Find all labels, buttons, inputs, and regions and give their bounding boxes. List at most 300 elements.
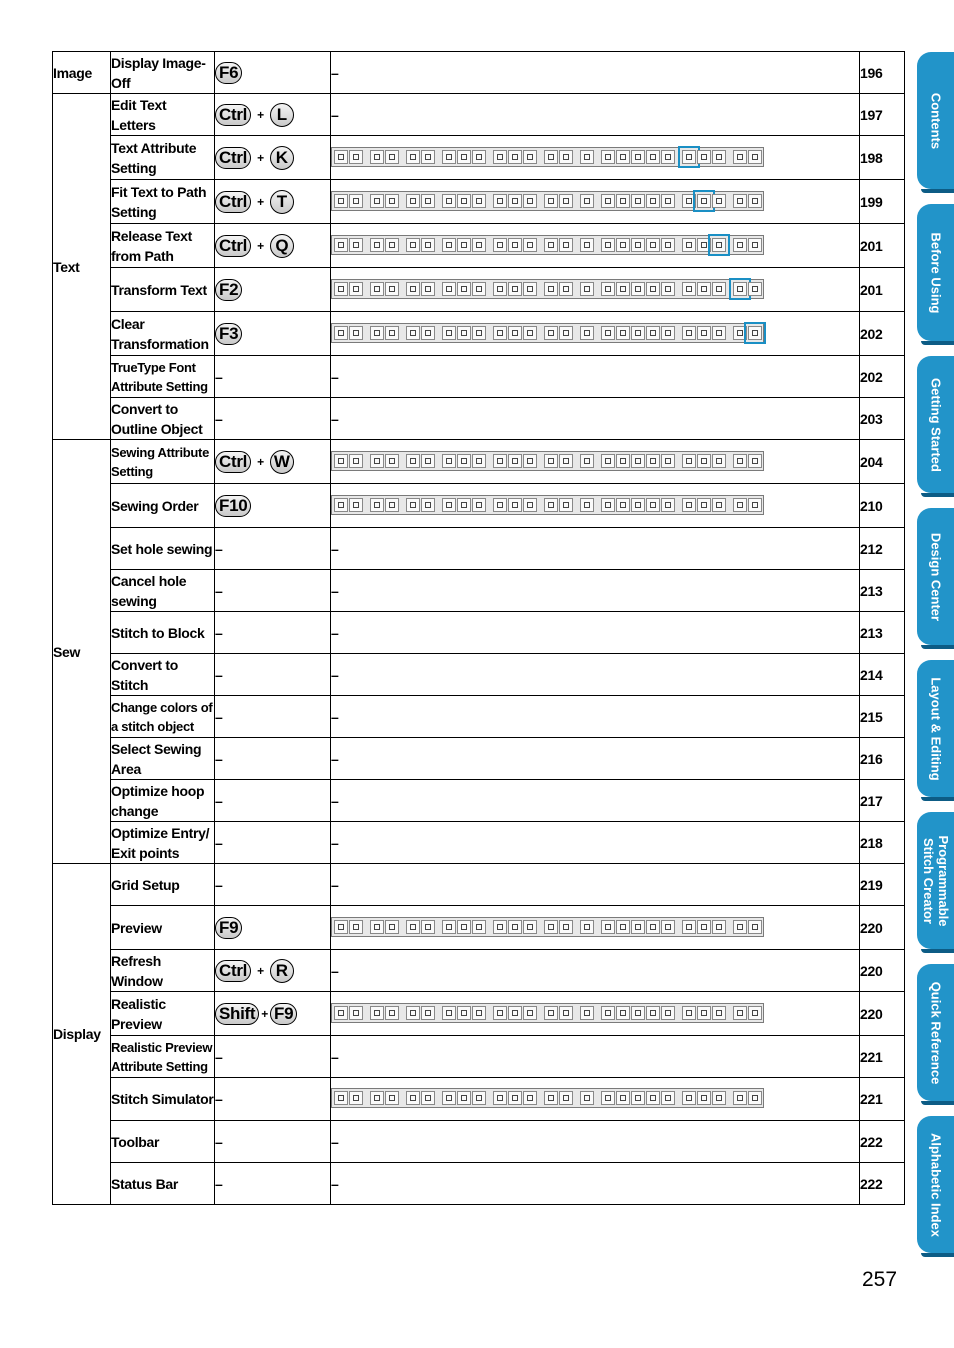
toolbar-group [369,193,399,209]
table-row [53,268,905,312]
tool-icon [493,454,507,468]
shortcut [215,992,331,1036]
tool-icon [559,194,573,208]
tool-icon [508,194,522,208]
toolbar-image [331,484,860,528]
tool-icon [601,1006,615,1020]
page-ref: 215 [860,696,905,738]
tool-icon [406,326,420,340]
tool-icon [616,238,630,252]
table-row [53,950,905,992]
toolbar-image [331,268,860,312]
toolbar-none: – [331,654,860,696]
toolbar-group [543,281,573,297]
tool-icon [385,194,399,208]
toolbar-none: – [331,1036,860,1078]
function-name: Preview [111,906,215,950]
toolbar-group [405,1005,435,1021]
tool-icon [385,326,399,340]
tool-icon [370,920,384,934]
function-name: Stitch to Block [111,612,215,654]
tool-icon [697,498,711,512]
tool-icon [580,920,594,934]
tool-icon [457,454,471,468]
toolbar-group [492,281,537,297]
table-row [53,570,905,612]
table-row [53,1078,905,1121]
toolbar-group [681,453,726,469]
tool-icon [559,326,573,340]
tool-icon [370,238,384,252]
tool-icon [580,238,594,252]
tool-icon [334,282,348,296]
tool-icon [508,1006,522,1020]
tool-icon [544,498,558,512]
key-ctrl: Ctrl [215,191,251,213]
tool-icon [712,1091,726,1105]
tool-icon [601,194,615,208]
tool-icon [712,194,726,208]
function-name: Grid Setup [111,864,215,906]
key-shift: Shift [215,1003,259,1025]
tool-icon [682,454,696,468]
tool-icon [559,1006,573,1020]
toolbar-group [732,149,762,165]
tool-icon [349,1006,363,1020]
tool-icon [697,1091,711,1105]
page-ref: 210 [860,484,905,528]
toolbar-group [579,281,594,297]
highlighted-tool-icon [733,282,747,296]
shortcut [215,440,331,484]
tool-icon [580,150,594,164]
side-tab-before-using[interactable]: Before Using [917,204,954,341]
tool-icon [559,920,573,934]
table-row [53,180,905,224]
toolbar-group [369,149,399,165]
toolbar-group [600,193,675,209]
tool-icon [601,150,615,164]
toolbar-group [732,193,762,209]
page-ref: 203 [860,398,905,440]
toolbar-group [441,193,486,209]
toolbar-none: – [331,780,860,822]
key-f10: F10 [215,495,251,517]
toolbar-group [600,149,675,165]
toolbar-group [543,453,573,469]
shortcut [215,136,331,180]
side-tab-quick-reference[interactable]: Quick Reference [917,964,954,1101]
tool-icon [442,238,456,252]
tool-icon [334,150,348,164]
table-row [53,864,905,906]
page-ref: 220 [860,950,905,992]
table-row [53,224,905,268]
tool-icon [349,194,363,208]
key-l: L [270,103,294,127]
key-k: K [270,146,294,170]
toolbar-none: – [331,738,860,780]
key-f3: F3 [215,323,242,345]
tool-icon [601,238,615,252]
shortcut [215,52,331,94]
tool-icon [544,1006,558,1020]
tool-icon [601,326,615,340]
tool-icon [733,920,747,934]
tool-icon [631,326,645,340]
toolbar-group [681,1090,726,1106]
page-ref: 222 [860,1121,905,1163]
tool-icon [646,1091,660,1105]
shortcut-none: – [215,528,331,570]
toolbar-group [600,453,675,469]
tool-icon [349,238,363,252]
tool-icon [631,194,645,208]
tool-icon [421,194,435,208]
toolbar-group [579,193,594,209]
function-name: Refresh Window [111,950,215,992]
table-row [53,356,905,398]
tool-icon [334,238,348,252]
plus-sign: + [257,454,264,469]
toolbar-group [579,1090,594,1106]
tool-icon [457,1006,471,1020]
tool-icon [748,1006,762,1020]
toolbar-group [441,237,486,253]
toolbar-group [543,237,573,253]
toolbar-group [441,453,486,469]
toolbar-group [492,919,537,935]
tool-icon [646,326,660,340]
tool-icon [733,454,747,468]
tool-icon [493,920,507,934]
toolbar-group [600,919,675,935]
toolbar-group [732,1005,762,1021]
table-row [53,484,905,528]
tool-icon [712,326,726,340]
tool-icon [457,282,471,296]
tool-icon [661,454,675,468]
shortcut-none: – [215,1078,331,1121]
category-image: Image [53,52,111,94]
toolbar-group [441,497,486,513]
tool-icon [523,920,537,934]
tool-icon [616,454,630,468]
toolbar-group [681,919,726,935]
toolbar-group [579,919,594,935]
tool-icon [616,498,630,512]
function-name: Sewing Attribute Setting [111,440,215,484]
tool-icon [472,238,486,252]
tool-icon [421,920,435,934]
tool-icon [421,498,435,512]
tool-icon [370,498,384,512]
toolbar-group [579,149,594,165]
function-name: Display Image-Off [111,52,215,94]
tool-icon [523,454,537,468]
tool-icon [580,454,594,468]
tool-icon [370,150,384,164]
toolbar-strip [331,191,764,211]
toolbar-group [405,281,435,297]
tool-icon [442,1006,456,1020]
function-name: Transform Text [111,268,215,312]
toolbar-group [492,193,537,209]
tool-icon [544,150,558,164]
tool-icon [712,282,726,296]
tool-icon [523,194,537,208]
tool-icon [334,498,348,512]
tool-icon [523,282,537,296]
toolbar-group [543,1005,573,1021]
toolbar-group [600,1090,675,1106]
tool-icon [349,326,363,340]
category-text: Text [53,94,111,440]
tool-icon [559,238,573,252]
tool-icon [601,282,615,296]
key-f2: F2 [215,279,242,301]
tool-icon [748,498,762,512]
shortcut [215,312,331,356]
tool-icon [733,194,747,208]
toolbar-image [331,312,860,356]
table-row [53,780,905,822]
function-name: Fit Text to Path Setting [111,180,215,224]
tool-icon [580,1091,594,1105]
shortcut [215,224,331,268]
toolbar-group [579,1005,594,1021]
tool-icon [631,498,645,512]
toolbar-group [600,237,675,253]
tool-icon [580,194,594,208]
table-row [53,52,905,94]
tool-icon [385,1091,399,1105]
tool-icon [508,920,522,934]
toolbar-group [441,919,486,935]
toolbar-group [681,325,726,341]
tool-icon [580,326,594,340]
tool-icon [697,454,711,468]
toolbar-group [579,453,594,469]
tool-icon [544,194,558,208]
shortcut-none: – [215,738,331,780]
tool-icon [616,920,630,934]
tool-icon [631,920,645,934]
tool-icon [472,282,486,296]
toolbar-group [732,237,762,253]
toolbar-group [333,1090,363,1106]
page-ref: 218 [860,822,905,864]
highlighted-tool-icon [712,238,726,252]
toolbar-group [333,193,363,209]
toolbar-none: – [331,822,860,864]
tool-icon [349,282,363,296]
shortcut-none: – [215,570,331,612]
page-ref: 219 [860,864,905,906]
table-row [53,612,905,654]
table-row [53,528,905,570]
tool-icon [472,920,486,934]
toolbar-image [331,224,860,268]
tool-icon [493,282,507,296]
tool-icon [370,282,384,296]
tool-icon [508,238,522,252]
toolbar-group [579,325,594,341]
tool-icon [661,1091,675,1105]
function-name: Edit Text Letters [111,94,215,136]
key-t: T [270,190,294,214]
toolbar-group [492,453,537,469]
function-name: Convert to Outline Object [111,398,215,440]
tool-icon [406,150,420,164]
tool-icon [406,920,420,934]
page-number: 257 [862,1268,898,1291]
tool-icon [682,194,696,208]
tool-icon [523,1091,537,1105]
toolbar-group [405,453,435,469]
tool-icon [457,326,471,340]
tool-icon [523,1006,537,1020]
tool-icon [334,194,348,208]
tool-icon [370,194,384,208]
function-name: Sewing Order [111,484,215,528]
tool-icon [697,150,711,164]
toolbar-group [492,325,537,341]
toolbar-strip [331,1088,764,1108]
toolbar-none: – [331,570,860,612]
toolbar-group [732,281,762,297]
function-name: Optimize Entry/ Exit points [111,822,215,864]
tool-icon [646,238,660,252]
toolbar-none: – [331,864,860,906]
tool-icon [646,920,660,934]
tool-icon [457,238,471,252]
toolbar-none: – [331,950,860,992]
tool-icon [748,238,762,252]
function-name: Optimize hoop change [111,780,215,822]
key-f9: F9 [215,917,242,939]
side-tab-alphabetic-index[interactable]: Alphabetic Index [917,1116,954,1253]
tool-icon [631,150,645,164]
toolbar-group [681,193,726,209]
tool-icon [631,454,645,468]
tool-icon [385,920,399,934]
tool-icon [421,1091,435,1105]
page-ref: 197 [860,94,905,136]
shortcut-none: – [215,612,331,654]
function-name: Cancel hole sewing [111,570,215,612]
tool-icon [661,238,675,252]
plus-sign: + [257,963,264,978]
side-tab-contents[interactable]: Contents [917,52,954,189]
tool-icon [631,282,645,296]
tool-icon [385,1006,399,1020]
tool-icon [385,282,399,296]
table-row [53,398,905,440]
tool-icon [661,282,675,296]
plus-sign: + [257,194,264,209]
side-tab-getting-started[interactable]: Getting Started [917,356,954,493]
tool-icon [349,150,363,164]
toolbar-group [492,497,537,513]
toolbar-none: – [331,94,860,136]
side-tab-design-center[interactable]: Design Center [917,508,954,645]
toolbar-group [441,1005,486,1021]
tool-icon [349,498,363,512]
toolbar-group [681,497,726,513]
toolbar-group [492,237,537,253]
tool-icon [493,150,507,164]
tool-icon [385,150,399,164]
page-ref: 204 [860,440,905,484]
tool-icon [370,454,384,468]
tool-icon [748,150,762,164]
toolbar-none: – [331,1163,860,1205]
tool-icon [370,326,384,340]
tool-icon [559,150,573,164]
tool-icon [493,498,507,512]
highlighted-tool-icon [682,150,696,164]
toolbar-group [681,281,726,297]
tool-icon [472,454,486,468]
shortcut [215,906,331,950]
table-row [53,440,905,484]
tool-icon [697,326,711,340]
function-name: Set hole sewing [111,528,215,570]
tool-icon [631,238,645,252]
side-tab-programmable-stitch-creator[interactable]: Programmable Stitch Creator [917,812,954,949]
tool-icon [472,498,486,512]
toolbar-group [369,237,399,253]
side-tab-layout-editing[interactable]: Layout & Editing [917,660,954,797]
tool-icon [733,238,747,252]
plus-sign: + [257,107,264,122]
tool-icon [370,1006,384,1020]
tool-icon [523,238,537,252]
tool-icon [442,454,456,468]
tool-icon [442,920,456,934]
tool-icon [523,150,537,164]
toolbar-group [369,453,399,469]
toolbar-group [333,919,363,935]
tool-icon [616,194,630,208]
toolbar-group [732,497,762,513]
toolbar-group [492,1005,537,1021]
key-w: W [270,450,294,474]
table-row [53,1163,905,1205]
tool-icon [661,920,675,934]
toolbar-group [405,237,435,253]
function-name: Clear Transformation [111,312,215,356]
tool-icon [349,454,363,468]
shortcut-reference-table [52,51,905,1205]
toolbar-image [331,992,860,1036]
table-row [53,136,905,180]
tool-icon [457,1091,471,1105]
toolbar-group [369,497,399,513]
tool-icon [370,1091,384,1105]
tool-icon [646,282,660,296]
tool-icon [616,326,630,340]
function-name: Change colors of a stitch object [111,696,215,738]
tool-icon [523,326,537,340]
tool-icon [646,194,660,208]
tool-icon [646,498,660,512]
toolbar-group [732,453,762,469]
table-row [53,1121,905,1163]
tool-icon [421,282,435,296]
shortcut [215,180,331,224]
